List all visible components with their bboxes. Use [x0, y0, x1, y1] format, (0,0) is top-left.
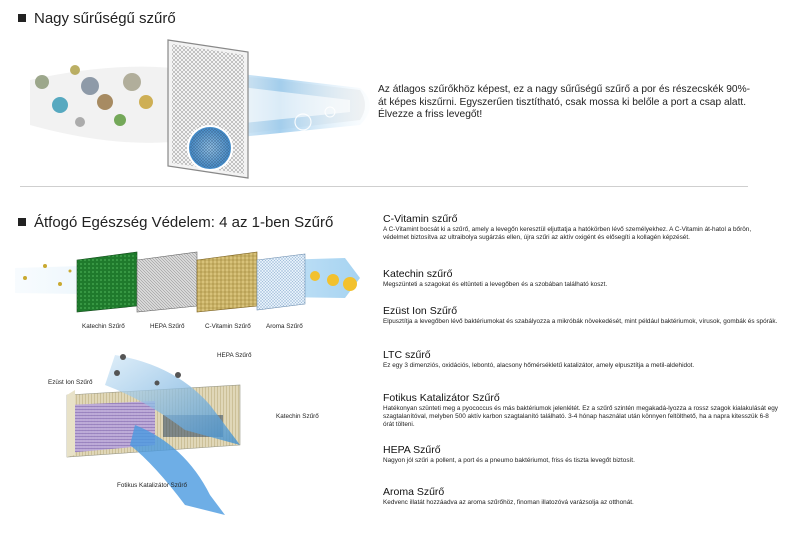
feature-description: Megszünteti a szagokat és eltünteti a levegőben és a szobában található koszt.: [383, 281, 608, 288]
feature-cvitamin: [383, 213, 778, 242]
layered-filter-cross-section: [45, 345, 275, 525]
filter-label-cvitamin: C-Vitamin Szűrő: [205, 323, 251, 330]
feature-description: A C-Vitamint bocsát ki a szűrő, amely a levegőn keresztül eljuttatja a hatókörben lévő személyekhez. A C-Vitamin át-hatol a bőrön, védelmet biztosítva az ultraibolya sugárzás ellen, újra szűri az aktív oxigént és elősegíti a kollagén képzését.: [383, 226, 752, 242]
feature-title: LTC szűrő: [383, 349, 431, 361]
four-filter-stack-illustration: [15, 238, 375, 318]
filter-label-aroma: Aroma Szűrő: [266, 323, 303, 330]
high-density-filter-illustration: [20, 30, 380, 180]
diagram-label-hepa: HEPA Szűrő: [217, 352, 252, 359]
feature-description: Ez egy 3 dimenziós, oxidációs, lebontó, alacsony hőmérsékletű katalizátor, amely elpusztítja a metil-aldehidot.: [383, 362, 695, 369]
feature-description: Nagyon jól szűri a pollent, a port és a pneumo baktériumot, friss és tiszta levegőt biztosít.: [383, 457, 635, 464]
section2-title: Átfogó Egészség Védelem: 4 az 1-ben Szűrő: [18, 214, 333, 231]
feature-title: Aroma Szűrő: [383, 486, 445, 498]
feature-title: HEPA Szűrő: [383, 444, 441, 456]
feature-ltc: [383, 349, 778, 370]
feature-aroma: [383, 486, 778, 507]
filter-label-katechin: Katechin Szűrő: [82, 323, 125, 330]
feature-title: C-Vitamin szűrő: [383, 213, 458, 225]
feature-ezust-ion: [383, 305, 778, 326]
section1-title: Nagy sűrűségű szűrő: [18, 10, 176, 27]
feature-hepa: [383, 444, 778, 465]
feature-title: Katechin szűrő: [383, 268, 453, 280]
section1-description: Az átlagos szűrőkhöz képest, ez a nagy sűrűségű szűrő a por és részecskék 90%-át képes kiszűrni. Egyszerűen tisztítható, csak mossa ki belőle a port a csap alatt. Élvezze a friss levegőt!: [378, 84, 751, 120]
bullet-square-icon: [18, 218, 26, 226]
feature-title: Fotikus Katalizátor Szűrő: [383, 392, 500, 404]
filter-label-hepa: HEPA Szűrő: [150, 323, 185, 330]
feature-description: Hatékonyan szünteti meg a pyococcus és más baktériumok jelenlétét. Ez a szűrő szintén megakadá-lyozza a rossz szagok kialakulását egy szagtalanítóval, melyben 500 aktív karbon szagtalanító található. 3-4 hónap használat után könnyen feltölthető, ha a napra kitesszük 6-8 órát tölteni.: [383, 405, 778, 429]
feature-title: Ezüst Ion Szűrő: [383, 305, 458, 317]
feature-description: Elpusztítja a levegőben lévő baktériumokat és szabályozza a mikróbák növekedését, mint például baktériumok, vírusok, gombák és spórák.: [383, 318, 778, 325]
diagram-label-ezust: Ezüst Ion Szűrő: [48, 379, 93, 386]
feature-katechin: [383, 268, 778, 289]
bullet-square-icon: [18, 14, 26, 22]
feature-description: Kedvenc illatát hozzáadva az aroma szűrőhöz, finoman illatozóvá varázsolja az otthonát.: [383, 499, 634, 506]
diagram-label-fotikus: Fotikus Katalizátor Szűrő: [117, 482, 187, 489]
section-divider: [20, 186, 748, 187]
feature-fotikus: [383, 392, 778, 430]
diagram-label-katechin: Katechin Szűrő: [276, 413, 319, 420]
